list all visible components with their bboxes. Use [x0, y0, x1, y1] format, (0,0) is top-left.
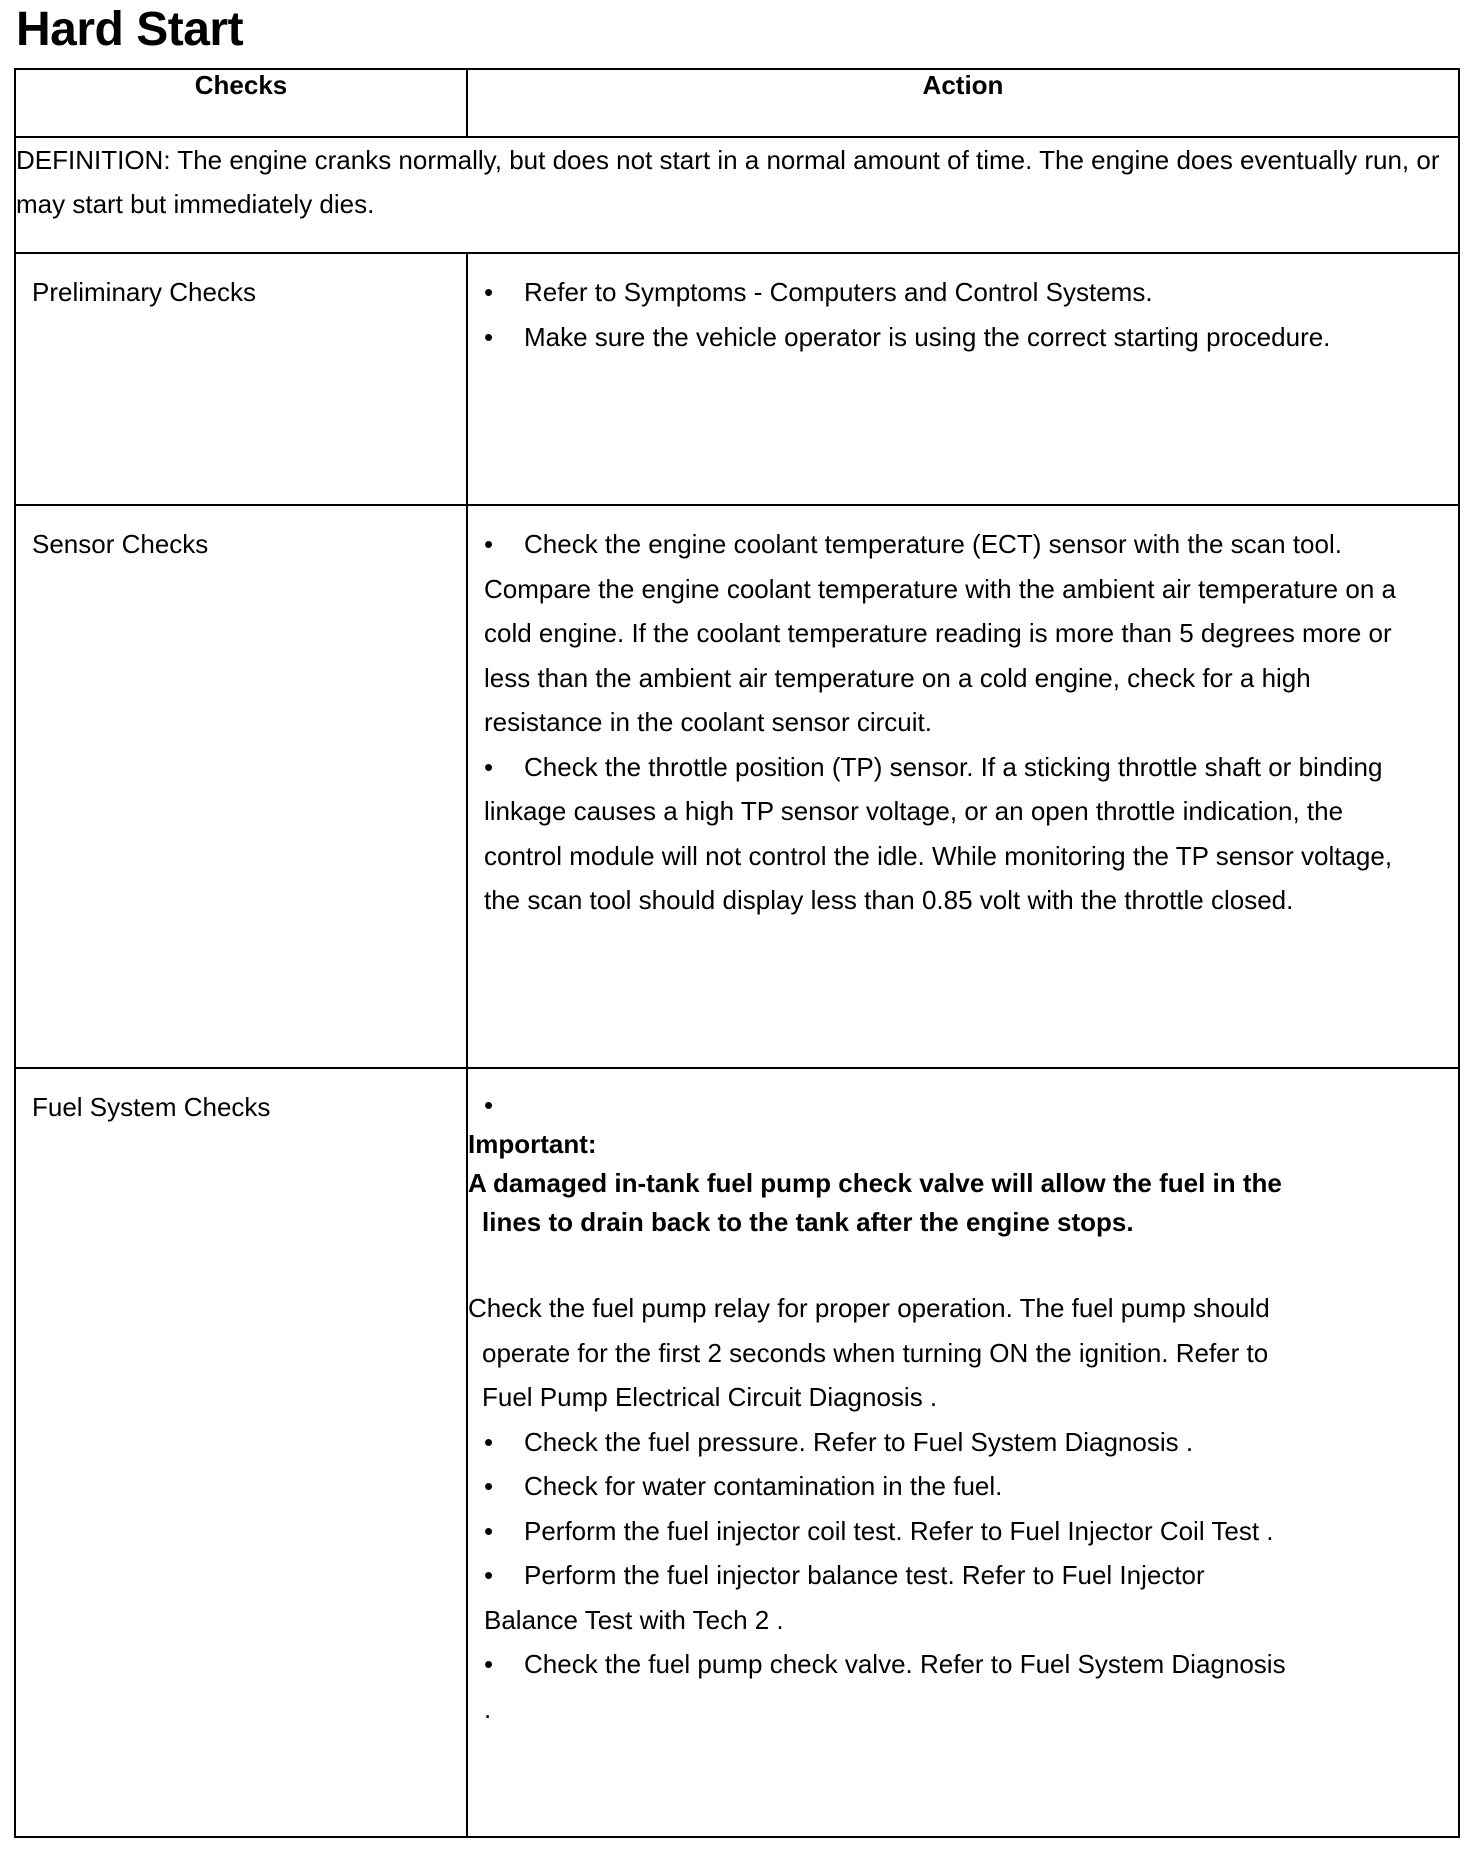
bullet-icon: •: [484, 1471, 494, 1501]
list-item: • Check the fuel pump check valve. Refer to Fuel System Diagnosis: [468, 1642, 1408, 1687]
list-item: • Check the fuel pressure. Refer to Fuel System Diagnosis .: [468, 1420, 1408, 1465]
list-item: • Check the engine coolant temperature (ECT) sensor with the scan tool. Compare the engine coolant temperature with the ambient air temperature on a cold engine. If the coolant temperature reading is more than 5 degrees more or less than the ambient air temperature on a cold engine, check for a high resistance in the coolant sensor circuit.: [484, 522, 1408, 745]
table-row: [15, 505, 1459, 1068]
page-title: Hard Start: [16, 3, 244, 56]
bullet-icon: •: [484, 751, 494, 782]
bullet-icon: •: [484, 1090, 494, 1120]
important-note: A damaged in-tank fuel pump check valve will allow the fuel in the lines to drain back to the tank after the engine stops.: [468, 1168, 1282, 1237]
check-label-sensor: Sensor Checks: [15, 505, 467, 1068]
bullet-icon: •: [484, 321, 494, 352]
action-cell-sensor: [467, 505, 1459, 1068]
table-row: [15, 253, 1459, 505]
list-item: • Make sure the vehicle operator is using the correct starting procedure.: [484, 315, 1408, 360]
list-item: • Refer to Symptoms - Computers and Control Systems.: [484, 270, 1408, 315]
list-item: • Perform the fuel injector balance test. Refer to Fuel Injector Balance Test with Tech 2 .: [468, 1553, 1408, 1642]
bullet-icon: •: [484, 1515, 494, 1546]
list-item: • Check for water contamination in the fuel.: [468, 1464, 1408, 1509]
bullet-icon: •: [484, 1560, 494, 1590]
troubleshooting-table: [14, 68, 1460, 1838]
check-label-fuel: Fuel System Checks: [15, 1068, 467, 1837]
column-header-action: Action: [467, 69, 1459, 137]
bullet-icon: •: [484, 1426, 494, 1457]
fuel-pump-relay-text: Check the fuel pump relay for proper operation. The fuel pump should operate for the first 2 seconds when turning ON the ignition. Refer to Fuel Pump Electrical Circuit Diagnosis .: [468, 1293, 1270, 1412]
bullet-icon: •: [484, 529, 494, 559]
check-label-preliminary: Preliminary Checks: [15, 253, 467, 505]
list-item: • Perform the fuel injector coil test. Refer to Fuel Injector Coil Test .: [468, 1509, 1408, 1554]
bullet-icon: •: [484, 277, 494, 307]
important-label: Important:: [468, 1129, 597, 1159]
trailing-period: .: [484, 1693, 492, 1724]
column-header-checks: Checks: [15, 69, 467, 137]
table-header-row: [15, 69, 1459, 137]
definition-text: DEFINITION: The engine cranks normally, but does not start in a normal amount of time. The engine does eventually run, or may start but immediately dies.: [15, 137, 1459, 253]
definition-row: [15, 137, 1459, 253]
bullet-icon: •: [484, 1649, 494, 1679]
table-row: [15, 1068, 1459, 1837]
action-cell-fuel: [467, 1068, 1459, 1837]
action-cell-preliminary: [467, 253, 1459, 505]
list-item: • Check the throttle position (TP) sensor. If a sticking throttle shaft or binding linkage causes a high TP sensor voltage, or an open throttle indication, the control module will not control the idle. While monitoring the TP sensor voltage, the scan tool should display less than 0.85 volt with the throttle closed.: [484, 745, 1408, 923]
